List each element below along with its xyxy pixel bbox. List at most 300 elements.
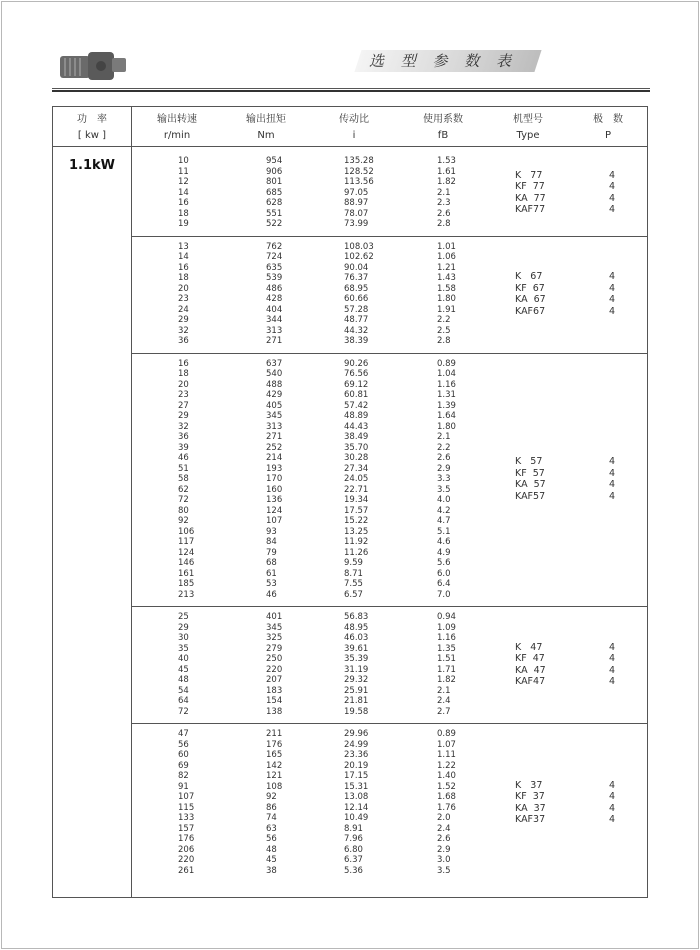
cell-torque: 193 xyxy=(266,463,283,474)
pole-value: 4 xyxy=(609,664,616,676)
header-speed-label: 输出转速 xyxy=(157,114,197,125)
cell-torque: 801 xyxy=(266,177,283,187)
cell-speed: 206 xyxy=(178,844,195,855)
cell-ratio: 35.70 xyxy=(344,442,369,453)
type-label: K 67 xyxy=(515,271,543,282)
header-speed xyxy=(132,112,222,144)
cell-ratio: 135.28 xyxy=(344,156,374,166)
pole-value: 4 xyxy=(609,490,616,502)
cell-service-factor: 2.5 xyxy=(437,325,451,336)
type-label: KA 57 xyxy=(515,479,546,491)
cell-speed: 146 xyxy=(178,558,195,568)
header-type-label: 机型号 xyxy=(513,114,543,125)
cell-service-factor: 2.9 xyxy=(437,463,451,474)
cell-speed: 58 xyxy=(178,474,189,484)
cell-torque: 405 xyxy=(266,400,283,411)
cell-service-factor: 1.31 xyxy=(437,390,456,400)
header-service-factor-label: 使用系数 xyxy=(423,114,463,125)
cell-torque: 136 xyxy=(266,495,283,505)
cell-service-factor: 1.71 xyxy=(437,664,456,675)
pole-value: 4 xyxy=(609,802,616,814)
pole-value: 4 xyxy=(609,456,616,468)
pole-value: 4 xyxy=(609,791,616,802)
cell-speed: 29 xyxy=(178,622,189,633)
cell-torque: 56 xyxy=(266,834,277,844)
cell-ratio: 15.31 xyxy=(344,781,369,792)
cell-torque: 63 xyxy=(266,823,277,834)
header-poles-unit: P xyxy=(604,130,612,141)
cell-torque: 635 xyxy=(266,262,283,273)
cell-speed: 32 xyxy=(178,325,189,336)
cell-ratio: 44.32 xyxy=(344,325,369,336)
cell-torque: 539 xyxy=(266,273,283,283)
cell-torque: 154 xyxy=(266,696,283,706)
type-label: KAF47 xyxy=(515,676,546,687)
type-label: KA 37 xyxy=(515,802,546,814)
cell-speed: 115 xyxy=(178,802,195,813)
cell-speed: 62 xyxy=(178,484,189,495)
cell-ratio: 57.42 xyxy=(344,400,369,411)
cell-service-factor: 1.58 xyxy=(437,283,456,294)
cell-ratio: 90.26 xyxy=(344,358,369,369)
cell-ratio: 108.03 xyxy=(344,241,374,252)
header-ratio-label: 传动比 xyxy=(339,114,369,125)
cell-speed: 220 xyxy=(178,855,195,865)
type-label: KF 57 xyxy=(515,467,545,479)
cell-speed: 92 xyxy=(178,516,189,526)
cell-ratio: 12.14 xyxy=(344,802,369,813)
cell-torque: 207 xyxy=(266,675,283,685)
cell-torque: 211 xyxy=(266,729,283,739)
type-label: KF 67 xyxy=(515,282,545,294)
cell-torque: 252 xyxy=(266,442,283,453)
cell-torque: 486 xyxy=(266,283,283,294)
cell-torque: 74 xyxy=(266,813,277,823)
cell-ratio: 69.12 xyxy=(344,379,369,390)
cell-torque: 522 xyxy=(266,219,283,229)
cell-speed: 91 xyxy=(178,781,189,792)
cell-ratio: 35.39 xyxy=(344,654,369,664)
cell-service-factor: 1.16 xyxy=(437,633,456,643)
cell-torque: 48 xyxy=(266,844,277,855)
cell-service-factor: 2.6 xyxy=(437,208,451,219)
cell-service-factor: 3.3 xyxy=(437,474,451,484)
cell-service-factor: 5.6 xyxy=(437,558,451,568)
cell-speed: 51 xyxy=(178,463,189,474)
cell-service-factor: 1.68 xyxy=(437,792,456,802)
cell-speed: 124 xyxy=(178,547,195,558)
cell-torque: 107 xyxy=(266,516,283,526)
cell-service-factor: 1.61 xyxy=(437,166,456,177)
cell-service-factor: 2.1 xyxy=(437,685,451,696)
cell-ratio: 44.43 xyxy=(344,421,369,432)
pole-value: 4 xyxy=(609,192,616,204)
cell-speed: 29 xyxy=(178,411,189,421)
cell-speed: 80 xyxy=(178,505,189,516)
cell-ratio: 88.97 xyxy=(344,198,369,208)
cell-service-factor: 2.2 xyxy=(437,442,451,453)
type-label: K 37 xyxy=(515,779,543,791)
cell-ratio: 97.05 xyxy=(344,187,369,198)
cell-speed: 54 xyxy=(178,685,189,696)
pole-value: 4 xyxy=(609,676,616,687)
header-ratio xyxy=(310,112,398,144)
cell-torque: 685 xyxy=(266,187,283,198)
cell-torque: 86 xyxy=(266,802,277,813)
cell-speed: 23 xyxy=(178,390,189,400)
cell-speed: 27 xyxy=(178,400,189,411)
cell-speed: 24 xyxy=(178,304,189,315)
header-power-unit: [ kw ] xyxy=(77,130,107,141)
cell-ratio: 25.91 xyxy=(344,685,369,696)
cell-speed: 72 xyxy=(178,495,189,505)
cell-service-factor: 2.0 xyxy=(437,813,451,823)
pole-value: 4 xyxy=(609,169,616,181)
type-label: KF 47 xyxy=(515,653,545,664)
cell-ratio: 24.99 xyxy=(344,739,369,750)
cell-speed: 18 xyxy=(178,208,189,219)
cell-ratio: 46.03 xyxy=(344,633,369,643)
cell-torque: 68 xyxy=(266,558,277,568)
cell-ratio: 48.89 xyxy=(344,411,369,421)
cell-service-factor: 2.6 xyxy=(437,834,451,844)
cell-speed: 40 xyxy=(178,654,189,664)
header-torque-unit: Nm xyxy=(257,130,275,141)
cell-ratio: 19.34 xyxy=(344,495,369,505)
cell-ratio: 20.19 xyxy=(344,760,369,771)
type-label: KA 77 xyxy=(515,192,546,204)
cell-service-factor: 6.0 xyxy=(437,568,451,579)
header-type-unit: Type xyxy=(516,130,540,141)
cell-torque: 220 xyxy=(266,664,283,675)
type-label: KF 37 xyxy=(515,791,545,802)
header-power-label: 功 率 xyxy=(77,114,107,125)
cell-service-factor: 2.7 xyxy=(437,706,451,717)
pole-value: 4 xyxy=(609,181,616,193)
power-value: 1.1kW xyxy=(68,158,115,173)
cell-service-factor: 1.21 xyxy=(437,262,456,273)
cell-ratio: 13.25 xyxy=(344,526,369,537)
cell-speed: 13 xyxy=(178,241,189,252)
cell-torque: 142 xyxy=(266,760,283,771)
cell-torque: 250 xyxy=(266,654,283,664)
cell-speed: 18 xyxy=(178,369,189,379)
type-label: KAF77 xyxy=(515,204,546,216)
cell-torque: 165 xyxy=(266,750,283,760)
cell-torque: 138 xyxy=(266,706,283,717)
cell-ratio: 8.71 xyxy=(344,568,363,579)
cell-service-factor: 2.4 xyxy=(437,823,451,834)
cell-torque: 79 xyxy=(266,547,277,558)
page-title: 选 型 参 数 表 xyxy=(368,52,518,70)
cell-ratio: 11.26 xyxy=(344,547,369,558)
cell-speed: 25 xyxy=(178,612,189,622)
cell-service-factor: 1.35 xyxy=(437,643,456,654)
header-rule-top xyxy=(52,88,650,89)
cell-ratio: 8.91 xyxy=(344,823,363,834)
cell-speed: 29 xyxy=(178,315,189,325)
cell-service-factor: 3.5 xyxy=(437,865,451,876)
cell-service-factor: 2.1 xyxy=(437,432,451,442)
cell-torque: 53 xyxy=(266,579,277,589)
cell-service-factor: 6.4 xyxy=(437,579,451,589)
cell-torque: 429 xyxy=(266,390,283,400)
cell-ratio: 78.07 xyxy=(344,208,369,219)
cell-torque: 551 xyxy=(266,208,283,219)
cell-speed: 12 xyxy=(178,177,189,187)
cell-speed: 47 xyxy=(178,729,189,739)
cell-service-factor: 1.07 xyxy=(437,739,456,750)
cell-service-factor: 0.89 xyxy=(437,358,456,369)
header-service-factor xyxy=(398,112,488,144)
cell-torque: 121 xyxy=(266,771,283,781)
cell-ratio: 15.22 xyxy=(344,516,369,526)
cell-speed: 14 xyxy=(178,252,189,262)
cell-service-factor: 7.0 xyxy=(437,589,451,600)
cell-torque: 906 xyxy=(266,166,283,177)
cell-service-factor: 2.8 xyxy=(437,336,451,346)
cell-ratio: 38.49 xyxy=(344,432,369,442)
cell-speed: 161 xyxy=(178,568,195,579)
cell-speed: 107 xyxy=(178,792,195,802)
pole-value: 4 xyxy=(609,467,616,479)
cell-speed: 20 xyxy=(178,379,189,390)
cell-speed: 45 xyxy=(178,664,189,675)
cell-torque: 488 xyxy=(266,379,283,390)
cell-service-factor: 1.80 xyxy=(437,421,456,432)
cell-service-factor: 1.82 xyxy=(437,177,456,187)
gear-motor-icon xyxy=(58,48,130,84)
cell-torque: 540 xyxy=(266,369,283,379)
cell-ratio: 29.32 xyxy=(344,675,369,685)
cell-ratio: 22.71 xyxy=(344,484,369,495)
type-label: K 77 xyxy=(515,169,543,181)
cell-torque: 313 xyxy=(266,421,283,432)
cell-speed: 10 xyxy=(178,156,189,166)
cell-torque: 170 xyxy=(266,474,283,484)
cell-ratio: 31.19 xyxy=(344,664,369,675)
cell-ratio: 90.04 xyxy=(344,262,369,273)
cell-speed: 11 xyxy=(178,166,189,177)
cell-speed: 16 xyxy=(178,198,189,208)
cell-service-factor: 4.6 xyxy=(437,537,451,547)
cell-torque: 628 xyxy=(266,198,283,208)
cell-ratio: 6.80 xyxy=(344,844,363,855)
cell-speed: 16 xyxy=(178,358,189,369)
cell-service-factor: 1.39 xyxy=(437,400,456,411)
cell-service-factor: 1.01 xyxy=(437,241,456,252)
cell-torque: 313 xyxy=(266,325,283,336)
cell-ratio: 6.57 xyxy=(344,589,363,600)
cell-torque: 46 xyxy=(266,589,277,600)
header-speed-unit: r/min xyxy=(163,130,191,141)
pole-value: 4 xyxy=(609,294,616,305)
cell-speed: 30 xyxy=(178,633,189,643)
cell-torque: 92 xyxy=(266,792,277,802)
cell-ratio: 56.83 xyxy=(344,612,369,622)
cell-ratio: 7.55 xyxy=(344,579,363,589)
cell-ratio: 60.66 xyxy=(344,294,369,304)
header-type xyxy=(488,112,568,144)
cell-torque: 637 xyxy=(266,358,283,369)
cell-speed: 185 xyxy=(178,579,195,589)
pole-value: 4 xyxy=(609,282,616,294)
cell-torque: 61 xyxy=(266,568,277,579)
cell-service-factor: 1.80 xyxy=(437,294,456,304)
cell-ratio: 73.99 xyxy=(344,219,369,229)
cell-service-factor: 1.04 xyxy=(437,369,456,379)
type-label: KA 67 xyxy=(515,294,546,305)
type-label: KF 77 xyxy=(515,181,545,193)
cell-ratio: 19.58 xyxy=(344,706,369,717)
cell-torque: 345 xyxy=(266,411,283,421)
cell-service-factor: 1.76 xyxy=(437,802,456,813)
cell-ratio: 21.81 xyxy=(344,696,369,706)
cell-torque: 176 xyxy=(266,739,283,750)
cell-torque: 325 xyxy=(266,633,283,643)
cell-ratio: 27.34 xyxy=(344,463,369,474)
cell-speed: 35 xyxy=(178,643,189,654)
cell-torque: 108 xyxy=(266,781,283,792)
pole-value: 4 xyxy=(609,271,616,282)
cell-speed: 60 xyxy=(178,750,189,760)
cell-service-factor: 0.94 xyxy=(437,612,456,622)
cell-torque: 214 xyxy=(266,453,283,463)
type-label: KAF37 xyxy=(515,814,546,825)
cell-speed: 117 xyxy=(178,537,195,547)
header-ratio-unit: i xyxy=(352,130,356,141)
cell-ratio: 6.37 xyxy=(344,855,363,865)
cell-service-factor: 1.43 xyxy=(437,273,456,283)
type-label: KAF67 xyxy=(515,305,546,317)
power-column xyxy=(52,106,132,898)
header-torque-label: 输出扭矩 xyxy=(246,114,286,125)
cell-speed: 82 xyxy=(178,771,189,781)
group-separator xyxy=(132,606,648,607)
cell-speed: 176 xyxy=(178,834,195,844)
cell-service-factor: 2.8 xyxy=(437,219,451,229)
type-label: KA 47 xyxy=(515,664,546,676)
cell-torque: 954 xyxy=(266,156,283,166)
cell-torque: 271 xyxy=(266,336,283,346)
cell-service-factor: 2.6 xyxy=(437,453,451,463)
cell-ratio: 10.49 xyxy=(344,813,369,823)
cell-service-factor: 2.1 xyxy=(437,187,451,198)
cell-speed: 19 xyxy=(178,219,189,229)
cell-speed: 32 xyxy=(178,421,189,432)
cell-ratio: 60.81 xyxy=(344,390,369,400)
cell-speed: 39 xyxy=(178,442,189,453)
cell-speed: 48 xyxy=(178,675,189,685)
type-label: K 57 xyxy=(515,456,543,468)
cell-ratio: 9.59 xyxy=(344,558,363,568)
cell-service-factor: 2.3 xyxy=(437,198,451,208)
cell-torque: 428 xyxy=(266,294,283,304)
cell-service-factor: 3.5 xyxy=(437,484,451,495)
pole-value: 4 xyxy=(609,204,616,216)
cell-speed: 213 xyxy=(178,589,195,600)
cell-service-factor: 4.2 xyxy=(437,505,451,516)
cell-torque: 762 xyxy=(266,241,283,252)
cell-torque: 38 xyxy=(266,865,277,876)
cell-speed: 69 xyxy=(178,760,189,771)
cell-service-factor: 1.53 xyxy=(437,156,456,166)
cell-torque: 279 xyxy=(266,643,283,654)
cell-ratio: 7.96 xyxy=(344,834,363,844)
table-header-separator xyxy=(52,146,648,147)
group-separator xyxy=(132,723,648,724)
cell-service-factor: 2.2 xyxy=(437,315,451,325)
cell-service-factor: 1.11 xyxy=(437,750,456,760)
cell-torque: 344 xyxy=(266,315,283,325)
cell-ratio: 39.61 xyxy=(344,643,369,654)
cell-torque: 401 xyxy=(266,612,283,622)
cell-ratio: 102.62 xyxy=(344,252,374,262)
cell-service-factor: 3.0 xyxy=(437,855,451,865)
cell-speed: 16 xyxy=(178,262,189,273)
cell-ratio: 23.36 xyxy=(344,750,369,760)
cell-torque: 93 xyxy=(266,526,277,537)
cell-service-factor: 1.16 xyxy=(437,379,456,390)
cell-torque: 45 xyxy=(266,855,277,865)
cell-ratio: 17.57 xyxy=(344,505,369,516)
cell-ratio: 30.28 xyxy=(344,453,369,463)
cell-ratio: 11.92 xyxy=(344,537,369,547)
group-separator xyxy=(132,353,648,354)
cell-torque: 271 xyxy=(266,432,283,442)
cell-service-factor: 1.22 xyxy=(437,760,456,771)
cell-ratio: 24.05 xyxy=(344,474,369,484)
header-rule-bottom xyxy=(52,90,650,92)
cell-ratio: 57.28 xyxy=(344,304,369,315)
cell-speed: 106 xyxy=(178,526,195,537)
cell-ratio: 29.96 xyxy=(344,729,369,739)
cell-speed: 261 xyxy=(178,865,195,876)
cell-service-factor: 1.06 xyxy=(437,252,456,262)
cell-service-factor: 0.89 xyxy=(437,729,456,739)
cell-service-factor: 2.9 xyxy=(437,844,451,855)
cell-speed: 20 xyxy=(178,283,189,294)
cell-service-factor: 2.4 xyxy=(437,696,451,706)
cell-service-factor: 1.82 xyxy=(437,675,456,685)
header-poles-label: 极 数 xyxy=(593,114,623,125)
cell-service-factor: 1.64 xyxy=(437,411,456,421)
cell-speed: 36 xyxy=(178,432,189,442)
cell-speed: 133 xyxy=(178,813,195,823)
cell-torque: 160 xyxy=(266,484,283,495)
cell-speed: 157 xyxy=(178,823,195,834)
pole-value: 4 xyxy=(609,305,616,317)
cell-speed: 23 xyxy=(178,294,189,304)
cell-speed: 18 xyxy=(178,273,189,283)
cell-speed: 14 xyxy=(178,187,189,198)
cell-torque: 124 xyxy=(266,505,283,516)
cell-torque: 183 xyxy=(266,685,283,696)
cell-ratio: 113.56 xyxy=(344,177,374,187)
cell-torque: 84 xyxy=(266,537,277,547)
cell-ratio: 76.56 xyxy=(344,369,369,379)
cell-torque: 724 xyxy=(266,252,283,262)
cell-torque: 404 xyxy=(266,304,283,315)
cell-service-factor: 1.52 xyxy=(437,781,456,792)
cell-ratio: 13.08 xyxy=(344,792,369,802)
cell-speed: 46 xyxy=(178,453,189,463)
cell-service-factor: 1.40 xyxy=(437,771,456,781)
type-label: KAF57 xyxy=(515,490,546,502)
cell-service-factor: 1.51 xyxy=(437,654,456,664)
pole-value: 4 xyxy=(609,641,616,653)
cell-speed: 36 xyxy=(178,336,189,346)
